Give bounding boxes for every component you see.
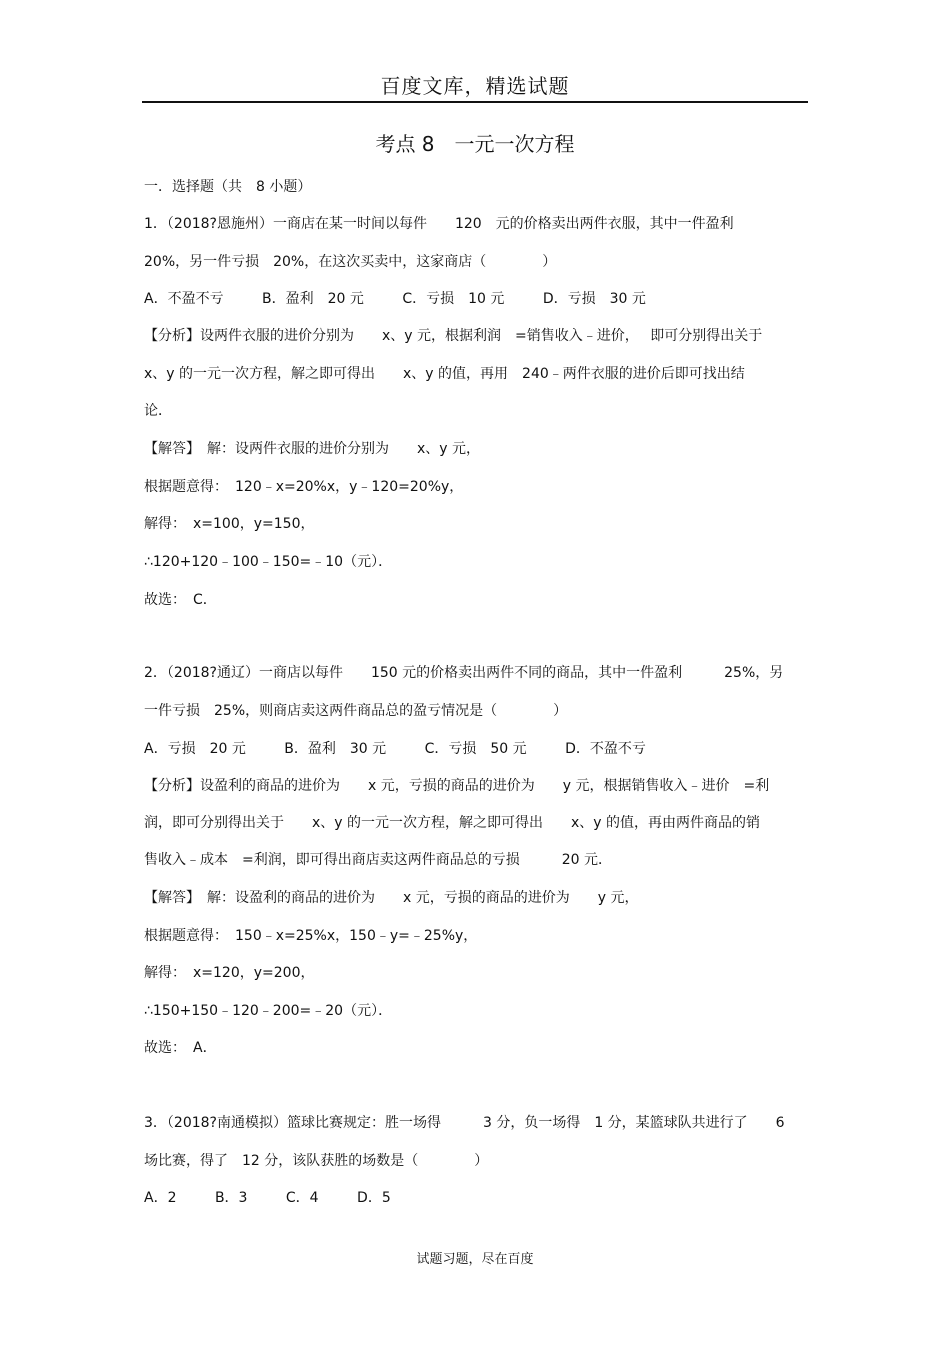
q1-option-d: D．亏损 30 元 xyxy=(542,291,646,307)
q1-analysis-line2: x、y 的一元一次方程，解之即可得出 x、y 的值，再用 240﹣两件衣服的进价后即可找出结 xyxy=(144,366,745,382)
q2-answer-line4: ∴150+150﹣120﹣200=﹣20（元）． xyxy=(144,1003,393,1019)
q2-analysis-line1: 【分析】设盈利的商品的进价为 x 元，亏损的商品的进价为 y 元，根据销售收入﹣进价 =利 xyxy=(144,778,770,794)
q3-option-a: A．2 xyxy=(144,1190,177,1206)
q2-option-b: B．盈利 30 元 xyxy=(284,741,387,757)
q2-options xyxy=(144,738,680,758)
q1-option-c: C．亏损 10 元 xyxy=(402,291,505,307)
page-header: 百度文库，精选试题 xyxy=(380,74,570,98)
q1-answer-line5: 故选： C． xyxy=(144,592,217,608)
q2-option-a: A．亏损 20 元 xyxy=(144,741,246,757)
q2-analysis-line3: 售收入﹣成本 =利润，即可得出商店卖这两件商品总的亏损 20 元． xyxy=(144,852,612,868)
q1-option-a: A．不盈不亏 xyxy=(144,291,224,307)
q2-option-c: C．亏损 50 元 xyxy=(424,741,527,757)
q3-options xyxy=(144,1187,425,1207)
q1-analysis-line1: 【分析】设两件衣服的进价分别为 x、y 元，根据利润 =销售收入﹣进价， 即可分别得出关于 xyxy=(144,328,763,344)
q1-answer-line4: ∴120+120﹣100﹣150=﹣10（元）． xyxy=(144,554,393,570)
q1-answer-line1: 【解答】 解：设两件衣服的进价分别为 x、y 元， xyxy=(144,441,481,457)
q3-option-d: D．5 xyxy=(357,1190,391,1206)
q1-options xyxy=(144,288,680,308)
q2-option-d: D．不盈不亏 xyxy=(565,741,646,757)
q1-answer-line3: 解得： x=100，y=150， xyxy=(144,516,315,532)
q2-analysis-line2: 润，即可分别得出关于 x、y 的一元一次方程，解之即可得出 x、y 的值，再由两件商品的销 xyxy=(144,815,761,831)
q3-option-c: C．4 xyxy=(285,1190,319,1206)
page-footer: 试题习题，尽在百度 xyxy=(416,1252,534,1267)
q3-stem-line1: 3．（2018?南通模拟）篮球比赛规定：胜一场得 3 分，负一场得 1 分，某篮球队共进行了 6 xyxy=(144,1115,785,1131)
q2-answer-line5: 故选： A． xyxy=(144,1040,217,1056)
q2-stem-line2: 一件亏损 25%，则商店卖这两件商品总的盈亏情况是（ ） xyxy=(144,703,568,719)
header-divider xyxy=(142,101,808,103)
page-title: 考点 8 一元一次方程 xyxy=(375,132,575,156)
q2-stem-line1: 2．（2018?通辽）一商店以每件 150 元的价格卖出两件不同的商品，其中一件盈利 25%，另 xyxy=(144,665,784,681)
q3-stem-line2: 场比赛，得了 12 分，该队获胜的场数是（ ） xyxy=(144,1153,489,1169)
q3-option-b: B．3 xyxy=(214,1190,248,1206)
q2-answer-line3: 解得： x=120，y=200， xyxy=(144,965,315,981)
q1-option-b: B．盈利 20 元 xyxy=(262,291,364,307)
section-heading: 一．选择题（共 8 小题） xyxy=(144,179,312,195)
q1-stem-line2: 20%，另一件亏损 20%，在这次买卖中，这家商店（ ） xyxy=(144,254,557,270)
q2-answer-line2: 根据题意得： 150﹣x=25%x，150﹣y=﹣25%y， xyxy=(144,928,478,944)
q2-answer-line1: 【解答】 解：设盈利的商品的进价为 x 元，亏损的商品的进价为 y 元， xyxy=(144,890,639,906)
q1-stem-line1: 1．（2018?恩施州）一商店在某一时间以每件 120 元的价格卖出两件衣服，其中一件盈利 xyxy=(144,216,734,232)
q1-answer-line2: 根据题意得： 120﹣x=20%x，y﹣120=20%y， xyxy=(144,479,464,495)
q1-analysis-line3: 论． xyxy=(144,403,172,419)
